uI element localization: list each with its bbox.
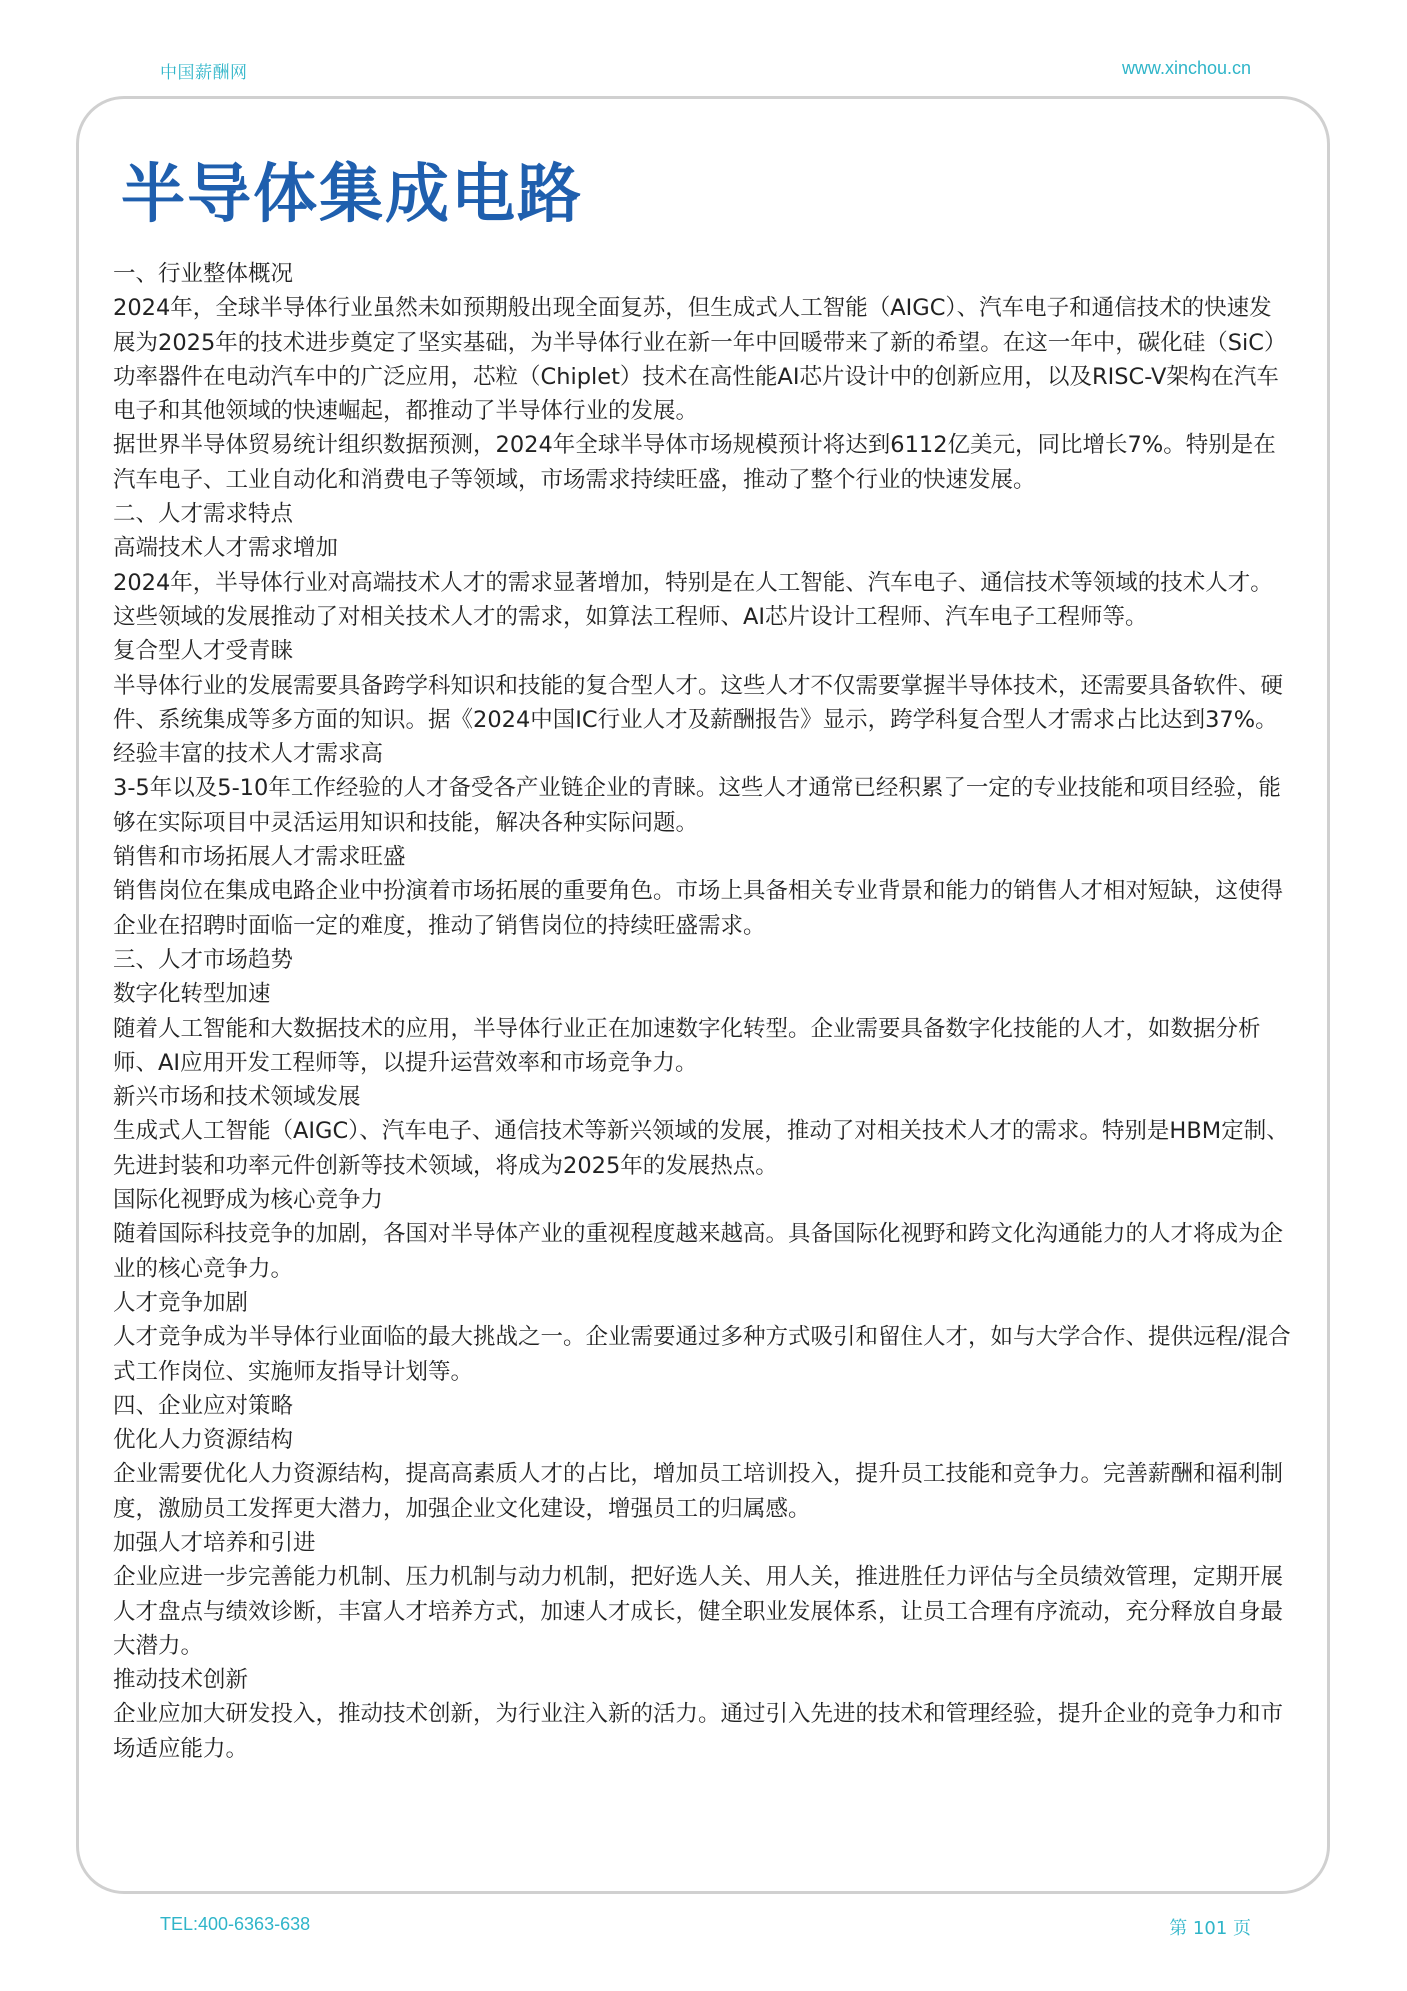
paragraph: 随着人工智能和大数据技术的应用，半导体行业正在加速数字化转型。企业需要具备数字化技能的人才，如数据分析师、AI应用开发工程师等，以提升运营效率和市场竞争力。 — [113, 1015, 1261, 1076]
paragraph: 据世界半导体贸易统计组织数据预测，2024年全球半导体市场规模预计将达到6112亿美元，同比增长7%。特别是在汽车电子、工业自动化和消费电子等领域，市场需求持续旺盛，推动了整个行业的快速发展。 — [113, 432, 1276, 493]
paragraph: 3-5年以及5-10年工作经验的人才备受各产业链企业的青睐。这些人才通常已经积累了一定的专业技能和项目经验，能够在实际项目中灵活运用知识和技能，解决各种实际问题。 — [113, 775, 1281, 836]
subheading: 高端技术人才需求增加 — [113, 535, 339, 562]
subheading: 人才竞争加剧 — [113, 1289, 249, 1316]
subheading: 推动技术创新 — [113, 1667, 249, 1694]
paragraph: 2024年，全球半导体行业虽然未如预期般出现全面复苏，但生成式人工智能（AIGC）、汽车电子和通信技术的快速发展为2025年的技术进步奠定了坚实基础，为半导体行业在新一年中回暖带来了新的希望。在这一年中，碳化硅（SiC）功率器件在电动汽车中的广泛应用，芯粒（Chiplet）技术在高性能AI芯片设计中的创新应用，以及RISC-V架构在汽车电子和其他领域的快速崛起，都推动了半导体行业的发展。 — [113, 295, 1287, 425]
footer-phone: TEL:400-6363-638 — [160, 1914, 311, 1934]
article-body — [113, 257, 1293, 1766]
subheading: 国际化视野成为核心竞争力 — [113, 1187, 384, 1214]
content-frame — [76, 96, 1330, 1894]
section-heading-talent-demand: 二、人才需求特点 — [113, 501, 294, 528]
header-site-name: 中国薪酬网 — [160, 63, 248, 83]
section-heading-market-trends: 三、人才市场趋势 — [113, 946, 294, 973]
paragraph: 企业应进一步完善能力机制、压力机制与动力机制，把好选人关、用人关，推进胜任力评估与全员绩效管理，定期开展人才盘点与绩效诊断，丰富人才培养方式，加速人才成长，健全职业发展体系，让员工合理有序流动，充分释放自身最大潜力。 — [113, 1564, 1284, 1659]
paragraph: 企业应加大研发投入，推动技术创新，为行业注入新的活力。通过引入先进的技术和管理经验，提升企业的竞争力和市场适应能力。 — [113, 1701, 1284, 1762]
paragraph: 人才竞争成为半导体行业面临的最大挑战之一。企业需要通过多种方式吸引和留住人才，如与大学合作、提供远程/混合式工作岗位、实施师友指导计划等。 — [113, 1324, 1291, 1385]
paragraph: 随着国际科技竞争的加剧，各国对半导体产业的重视程度越来越高。具备国际化视野和跨文化沟通能力的人才将成为企业的核心竞争力。 — [113, 1221, 1284, 1282]
paragraph: 2024年，半导体行业对高端技术人才的需求显著增加，特别是在人工智能、汽车电子、通信技术等领域的技术人才。这些领域的发展推动了对相关技术人才的需求，如算法工程师、AI芯片设计工程师、汽车电子工程师等。 — [113, 569, 1273, 630]
subheading: 数字化转型加速 — [113, 981, 271, 1008]
paragraph: 半导体行业的发展需要具备跨学科知识和技能的复合型人才。这些人才不仅需要掌握半导体技术，还需要具备软件、硬件、系统集成等多方面的知识。据《2024中国IC行业人才及薪酬报告》显示，跨学科复合型人才需求占比达到37%。 — [113, 672, 1284, 733]
subheading: 新兴市场和技术领域发展 — [113, 1084, 361, 1111]
subheading: 加强人才培养和引进 — [113, 1529, 316, 1556]
paragraph: 生成式人工智能（AIGC）、汽车电子、通信技术等新兴领域的发展，推动了对相关技术人才的需求。特别是HBM定制、先进封装和功率元件创新等技术领域，将成为2025年的发展热点。 — [113, 1118, 1289, 1179]
page-number: 第 101 页 — [1169, 1918, 1251, 1939]
subheading: 销售和市场拓展人才需求旺盛 — [113, 844, 406, 871]
subheading: 经验丰富的技术人才需求高 — [113, 741, 384, 768]
paragraph: 销售岗位在集成电路企业中扮演着市场拓展的重要角色。市场上具备相关专业背景和能力的销售人才相对短缺，这使得企业在招聘时面临一定的难度，推动了销售岗位的持续旺盛需求。 — [113, 878, 1284, 939]
subheading: 优化人力资源结构 — [113, 1427, 294, 1454]
page-title: 半导体集成电路 — [121, 158, 583, 232]
subheading: 复合型人才受青睐 — [113, 638, 294, 665]
section-heading-overview: 一、行业整体概况 — [113, 261, 294, 287]
section-heading-strategies: 四、企业应对策略 — [113, 1392, 294, 1419]
header-url-link[interactable]: www.xinchou.cn — [1121, 58, 1251, 78]
paragraph: 企业需要优化人力资源结构，提高高素质人才的占比，增加员工培训投入，提升员工技能和竞争力。完善薪酬和福利制度，激励员工发挥更大潜力，加强企业文化建设，增强员工的归属感。 — [113, 1461, 1284, 1522]
